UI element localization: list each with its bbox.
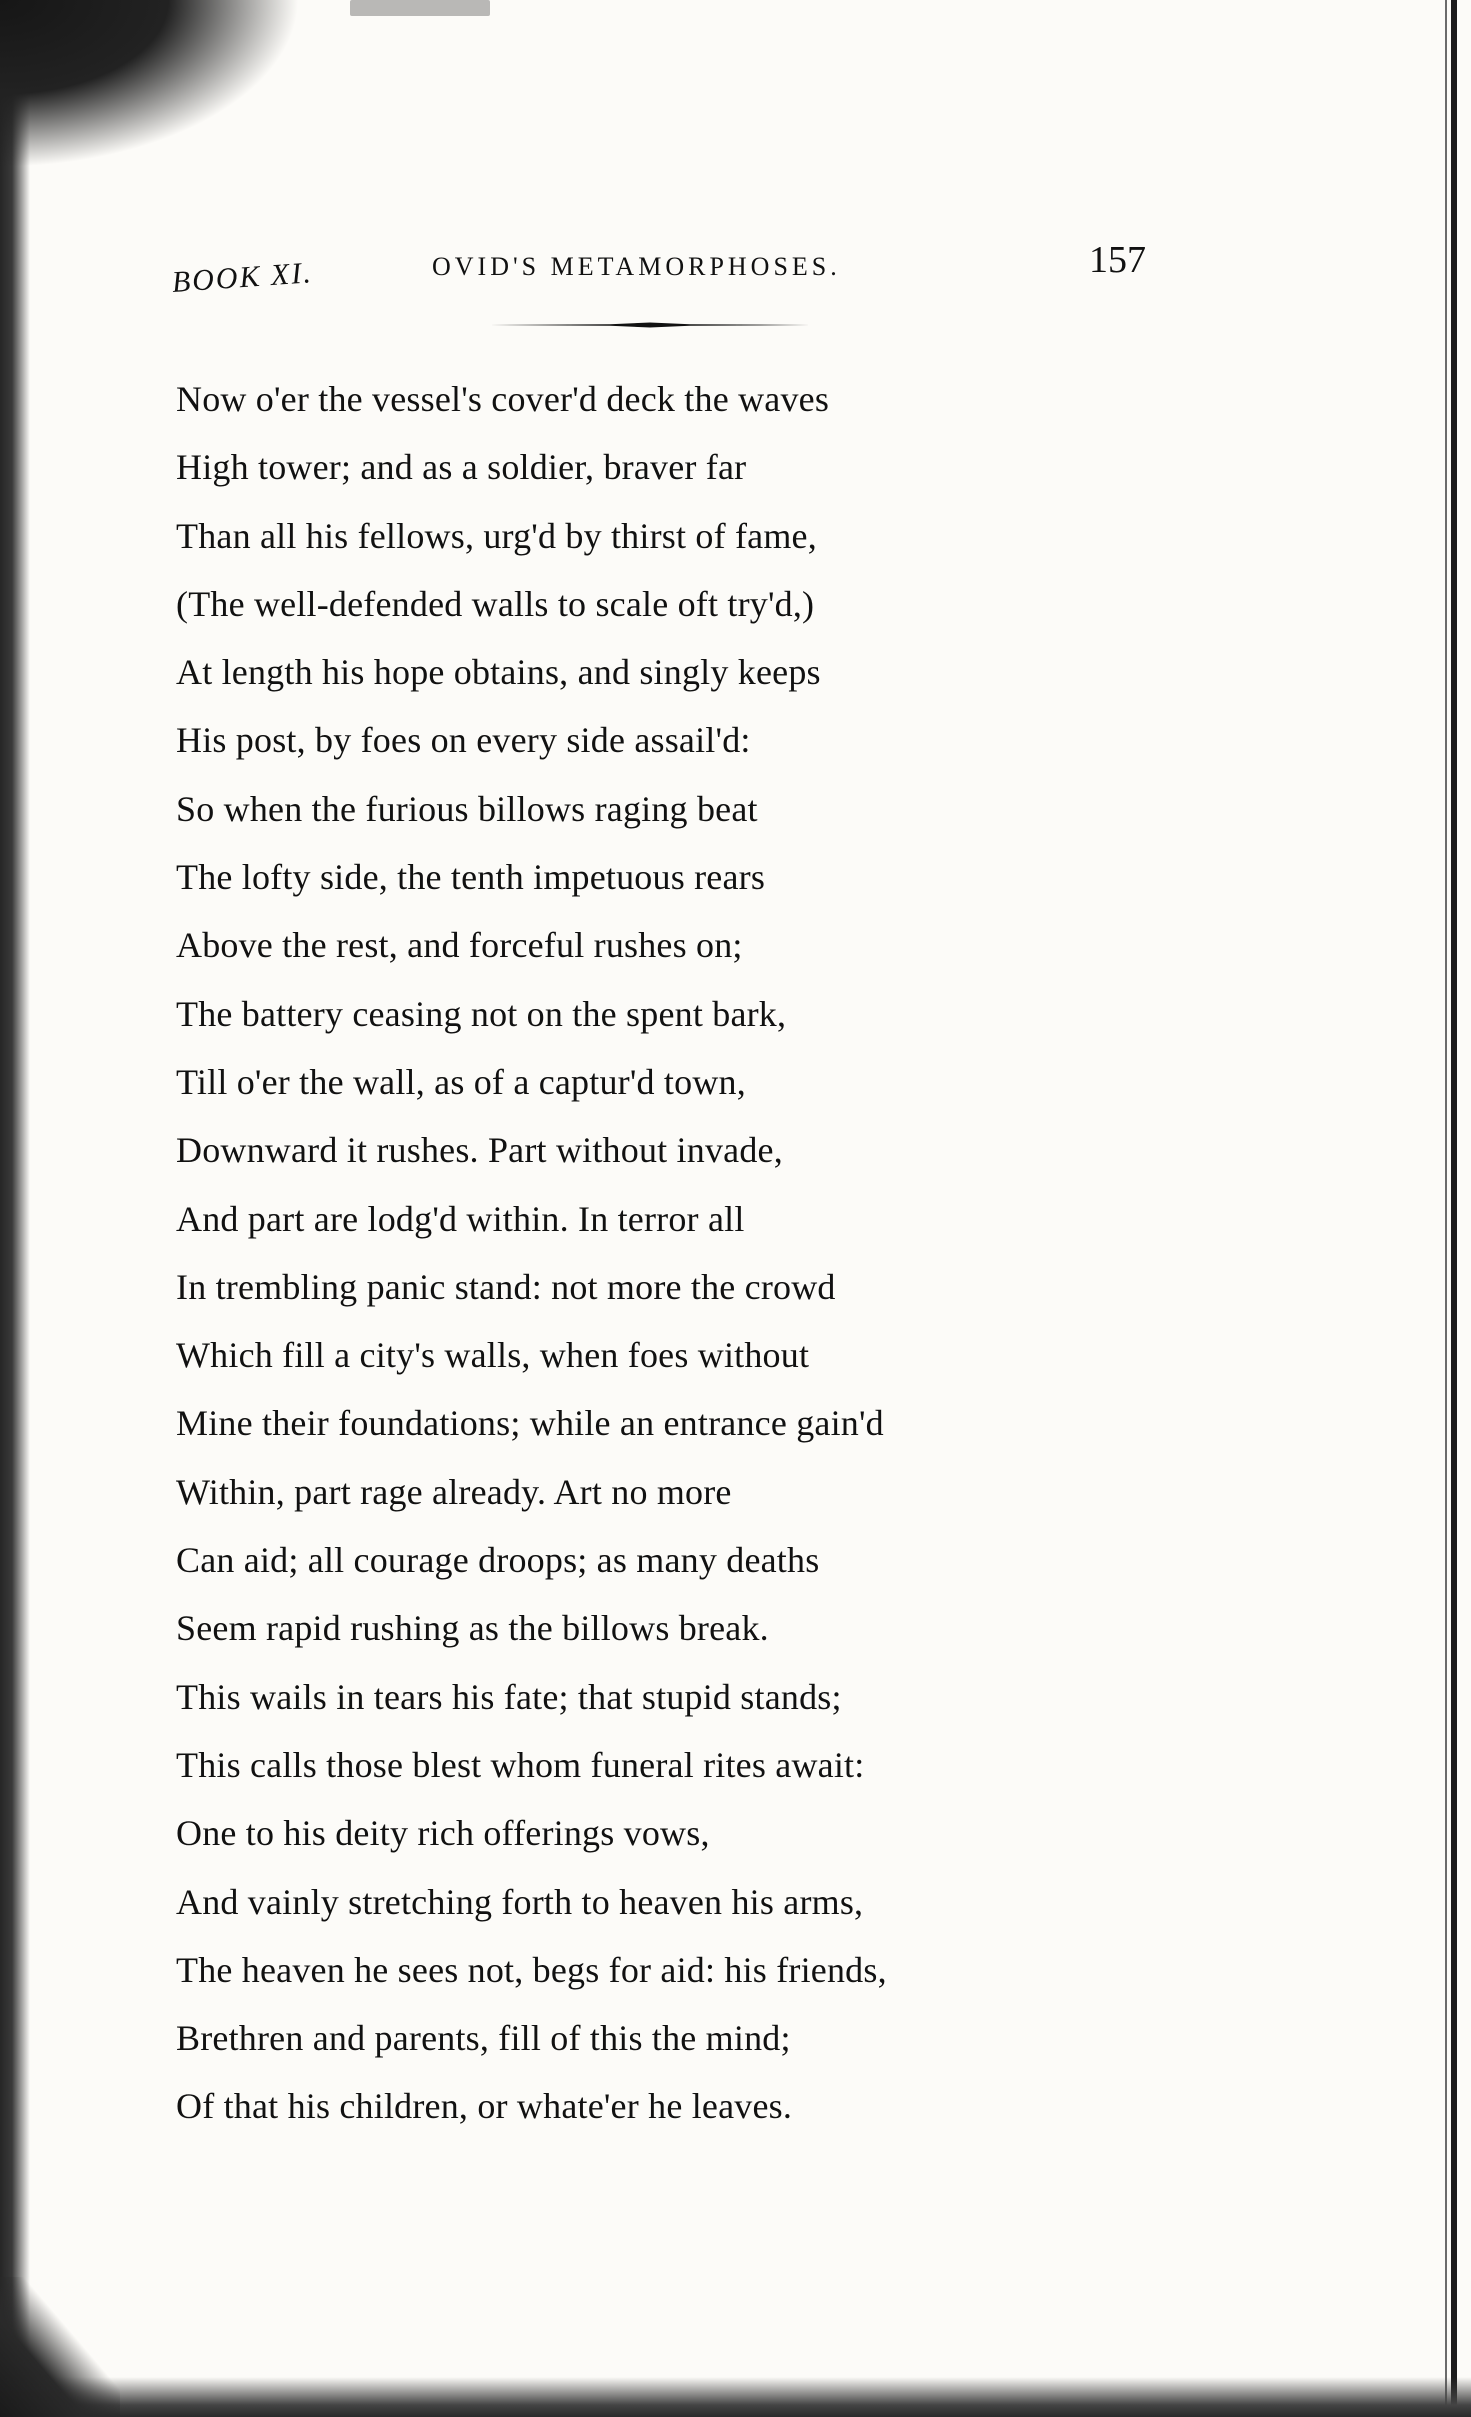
verse-line: Above the rest, and forceful rushes on; [176,925,743,966]
book-label: BOOK XI. [170,256,314,299]
ornamental-rule [490,322,810,328]
running-head [172,238,1162,298]
verse-line: Downward it rushes. Part without invade, [176,1130,783,1171]
verse-line: Within, part rage already. Art no more [176,1471,732,1512]
verse-line: At length his hope obtains, and singly keeps [176,652,821,693]
verse-line: (The well-defended walls to scale oft try'd,) [176,583,815,624]
verse-line: This wails in tears his fate; that stupid stands; [176,1676,842,1717]
verse-line: Brethren and parents, fill of this the mind; [176,2018,791,2059]
verse-line: And vainly stretching forth to heaven his arms, [176,1881,864,1922]
page-number: 157 [1089,239,1146,281]
verse-line: In trembling panic stand: not more the crowd [176,1266,836,1307]
verse-line: Which fill a city's walls, when foes without [176,1335,810,1376]
verse-line: His post, by foes on every side assail'd: [176,720,751,761]
verse-line: The lofty side, the tenth impetuous rears [176,857,766,898]
verse-line: The heaven he sees not, begs for aid: his friends, [176,1949,887,1990]
scan-right-edge [1451,0,1457,2417]
verse-line: This calls those blest whom funeral rites await: [176,1744,865,1785]
verse-line: Now o'er the vessel's cover'd deck the waves [176,379,830,419]
scan-corner-shadow [0,0,340,190]
verse-line: The battery ceasing not on the spent bark, [176,993,787,1034]
scan-left-edge [0,0,30,2417]
verse-line: High tower; and as a soldier, braver far [176,447,747,488]
verse-line: Than all his fellows, urg'd by thirst of fame, [176,515,817,556]
scan-bottom-edge [0,2377,1471,2417]
verse-line: Of that his children, or whate'er he leaves. [176,2086,793,2127]
scan-right-edge-line [1445,0,1447,2417]
scan-bottom-corner [0,2277,120,2417]
verse-text [176,365,1076,2141]
verse-line: Seem rapid rushing as the billows break. [176,1608,769,1649]
scan-top-smudge [350,0,490,16]
verse-line: So when the furious billows raging beat [176,788,758,829]
verse-line: Can aid; all courage droops; as many deaths [176,1540,820,1581]
verse-line: Mine their foundations; while an entrance gain'd [176,1403,884,1444]
verse-line: One to his deity rich offerings vows, [176,1813,710,1854]
verse-line: Till o'er the wall, as of a captur'd town, [176,1061,746,1102]
verse-line: And part are lodg'd within. In terror all [176,1198,745,1239]
work-title: OVID'S METAMORPHOSES. [432,252,841,281]
show-through-marks [1010,410,1160,820]
